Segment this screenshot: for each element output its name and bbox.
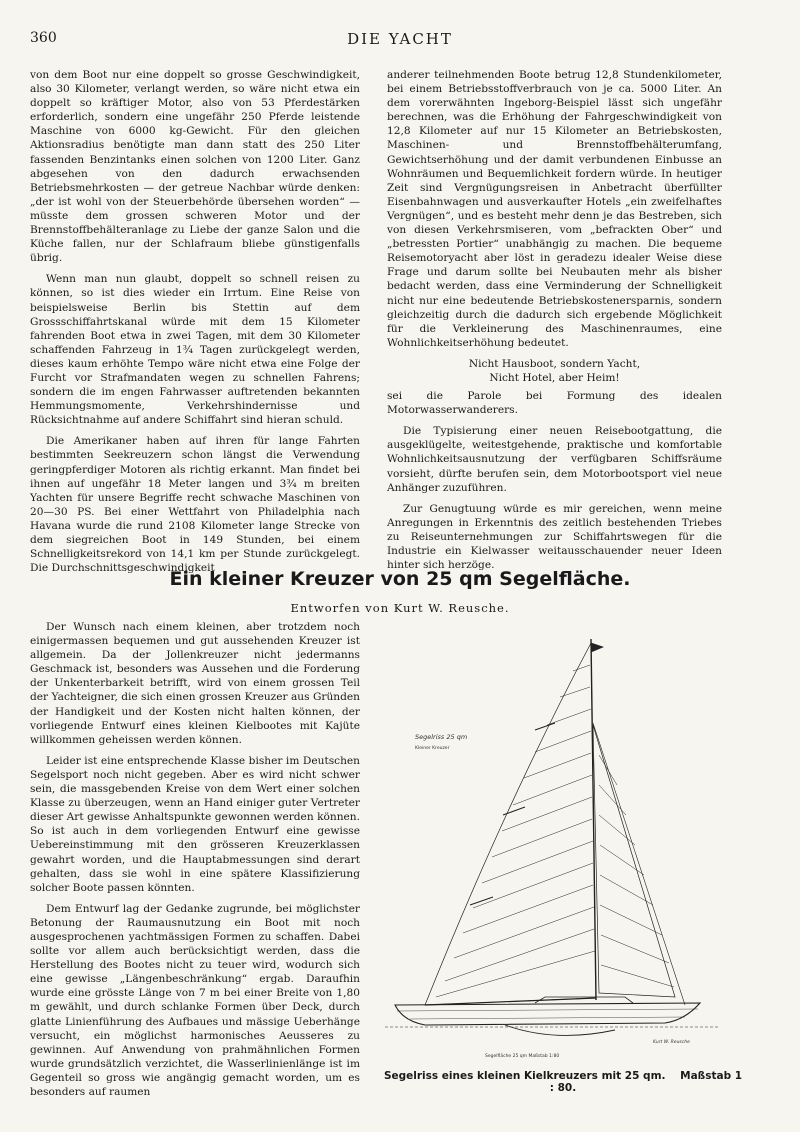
- paragraph: Die Amerikaner haben auf ihren für lange Fahrten bestimmten Seekreuzern schon längst die Verwendung geringpferdiger Motoren als richtig erkannt. Man findet bei ihnen auf ungefähr 18 Meter langen und 3¾ m breiten Yachten für unsere Begriffe recht schwache Maschinen von 20—30 PS. Bei einer Wettfahrt von Philadelphia nach Havana wurde die rund 2108 Kilometer lange Strecke von dem siegreichen Boot in 149 Stunden, bei einem Schnelligkeitsrekord von 14,1 km per Stunde zurückgelegt. Die Durchschnittsgeschwindigkeit: [30, 435, 360, 575]
- paragraph: anderer teilnehmenden Boote betrug 12,8 Stundenkilometer, bei einem Betriebsstoffverbrauch von je ca. 5000 Liter. An dem vorerwähnten Ingeborg-Beispiel lässt sich ungefähr berechnen, was die Erhöhung der Fahrgeschwindigkeit von 12,8 Kilometer auf nur 15 Kilometer an Betriebskosten, Maschinen- und Brennstoffbehälterumfang, Gewichtserhöhung und der damit verbundenen Einbusse an Wohnräumen und Bequemlichkeit fordern würde. In heutiger Zeit sind Vergnügungsreisen in Anbetracht überfüllter Eisenbahnwagen und ausverkaufter Hotels „ein zweifelhaftes Vergnügen“, und es besteht mehr denn je das Bestreben, sich von diesen Verkehrsmiseren, vom „befrackten Ober“ und „betressten Portier“ unabhängig zu machen. Die bequeme Reisemotoryacht aber löst in geradezu idealer Weise diese Frage und darum sollte bei Neubauten mehr als bisher bedacht werden, dass eine Verminderung der Schnelligkeit nicht nur eine bedeutende Betriebskostenersparnis, sondern gleichzeitig durch die dadurch sich ergebende Möglichkeit für die Verkleinerung des Maschinenraumes, eine Wohnlichkeitserhöhung bedeutet.: [387, 69, 722, 349]
- paragraph: Der Wunsch nach einem kleinen, aber trotzdem noch einigermassen bequemen und gut aussehenden Kreuzer ist allgemein. Da der Jollenkreuzer nicht jedermanns Geschmack ist, besonders was Aussehen und die Forderung der Unkenterbarkeit betrifft, wird von einem grossen Teil der Yachteigner, die sich einen grossen Kreuzer aus Gründen der Handigkeit und der Kosten nicht halten können, der vorliegende Entwurf eines kleinen Kielbootes mit Kajüte willkommen geheissen werden können.: [30, 621, 360, 746]
- drawing-footer: Segelfläche 25 qm Maßstab 1:80: [485, 1054, 560, 1059]
- top-right-column: [387, 68, 722, 579]
- burgee-flag: [591, 643, 603, 652]
- verse-line: Nicht Hausboot, sondern Yacht,: [468, 357, 641, 370]
- mainsail: [425, 643, 596, 1005]
- running-head: DIE YACHT: [347, 30, 453, 48]
- paragraph: Zur Genugtuung würde es mir gereichen, wenn meine Anregungen in Erkenntnis des zeitlich bestehenden Triebes zu Reiseunternehmungen zur Schiffahrtswegen für die Industrie ein Kielwasser weitausschauender neuer Ideen hinter sich herzöge.: [387, 502, 722, 572]
- caption-scale: Maßstab 1 : 80.: [549, 1070, 743, 1094]
- article-byline: Entworfen von Kurt W. Reusche.: [290, 601, 510, 615]
- caption-main: Segelriss eines kleinen Kielkreuzers mit 25 qm.: [383, 1070, 666, 1082]
- keel: [505, 1025, 615, 1035]
- page-number: 360: [30, 30, 57, 46]
- designer-signature: Kurt W. Reusche: [653, 1040, 690, 1045]
- hull: [395, 1003, 700, 1025]
- verse: [387, 357, 722, 385]
- paragraph: Wenn man nun glaubt, doppelt so schnell reisen zu können, so ist dies wieder ein Irrtum. Eine Reise von beispielsweise Berlin bis Stettin auf dem Grossschiffahrtskanal würde mit dem 15 Kilometer fahrenden Boot etwa in zwei Tagen, mit dem 30 Kilometer schaffenden Fahrzeug in 1¾ Tagen zurückgelegt werden, dieses kaum erhöhte Tempo wäre nicht etwa eine Folge der Furcht vor Strafmandaten wegen zu schnellen Fahrens; sondern die im engen Fahrwasser auftretenden bekannten Hemmungsmomente, Verkehrshindernisse und Rücksichtnahme auf andere Schiffahrt sind hieran schuld.: [30, 273, 360, 427]
- paragraph: sei die Parole bei Formung des idealen Motorwasserwanderers.: [387, 390, 722, 417]
- drawing-title: Segelriss 25 qm: [415, 733, 468, 741]
- article-title: Ein kleiner Kreuzer von 25 qm Segelfläche.: [169, 568, 631, 590]
- article-column: [30, 620, 360, 1106]
- page-header: [30, 30, 770, 52]
- paragraph: von dem Boot nur eine doppelt so grosse Geschwindigkeit, also 30 Kilometer, verlangt werden, so wäre nicht etwa ein doppelt so kräftiger Motor, also von 53 Pferdestärken erforderlich, sondern eine ungefähr 250 Pferde leistende Maschine von 6000 kg-Gewicht. Für den gleichen Aktionsradius benötigte man dann statt des 250 Liter fassenden Benzintanks einen solchen von 1200 Liter. Ganz abgesehen von den dadurch erwachsenden Betriebsmehrkosten — der getreue Nachbar würde denken: „der ist wohl von der Steuerbehörde übersehen worden“ — müsste dem grossen schweren Motor und der Brennstoffbehälteranlage zu Liebe der ganze Salon und die Küche fallen, nur der Schlafraum bliebe günstigenfalls übrig.: [30, 69, 360, 265]
- paragraph: Die Typisierung einer neuen Reisebootgattung, die ausgeklügelte, weitestgehende, praktische und komfortable Wohnlichkeitsausnutzung der verfügbaren Schiffsräume vorsieht, dürfte berufen sein, dem Motorbootsport viel neue Anhänger zuzuführen.: [387, 425, 722, 494]
- paragraph: Leider ist eine entsprechende Klasse bisher im Deutschen Segelsport noch nicht gegeben. Aber es wird nicht schwer sein, die massgebenden Kreise von dem Wert einer solchen Klasse zu überzeugen, wenn an Hand einiger guter Vertreter dieser Art gewisse Anhaltspunkte gewonnen werden können. So ist auch in dem vorliegenden Entwurf eine gewisse Uebereinstimmung mit den grösseren Kreuzerklassen gewahrt worden, und die Hauptabmessungen sind derart gehalten, dass sie wohl in eine spätere Klassifizierung solcher Boote passen könnten.: [30, 754, 360, 894]
- sail-plan-figure: [385, 625, 730, 1070]
- top-left-column: [30, 68, 360, 582]
- drawing-note: Kleiner Kreuzer: [415, 746, 450, 751]
- paragraph: Dem Entwurf lag der Gedanke zugrunde, bei möglichster Betonung der Raumausnutzung ein Boot mit noch ausgesprochenen yachtmässigen Formen zu schaffen. Dabei sollte vor allem auch berücksichtigt werden, dass die Herstellung des Bootes nicht zu teuer wird, wodurch sich eine gewisse „Längenbeschränkung“ ergab. Daraufhin wurde eine grösste Länge von 7 m bei einer Breite von 1,80 m gewählt, und durch schlanke Formen über Deck, durch glatte Linienführung des Aufbaues und mässige Ueberhänge versucht, ein möglichst harmonisches Aeusseres zu gewinnen. Auf Anwendung von prahmähnlichen Formen wurde grundsätzlich verzichtet, die Wasserlinienlänge ist im Gegenteil so gross wie angängig gemacht worden, um es besonders auf raumen: [30, 902, 360, 1098]
- figure-caption: [383, 1070, 743, 1094]
- sail-plan-drawing: [385, 625, 730, 1070]
- verse-line: Nicht Hotel, aber Heim!: [489, 371, 620, 384]
